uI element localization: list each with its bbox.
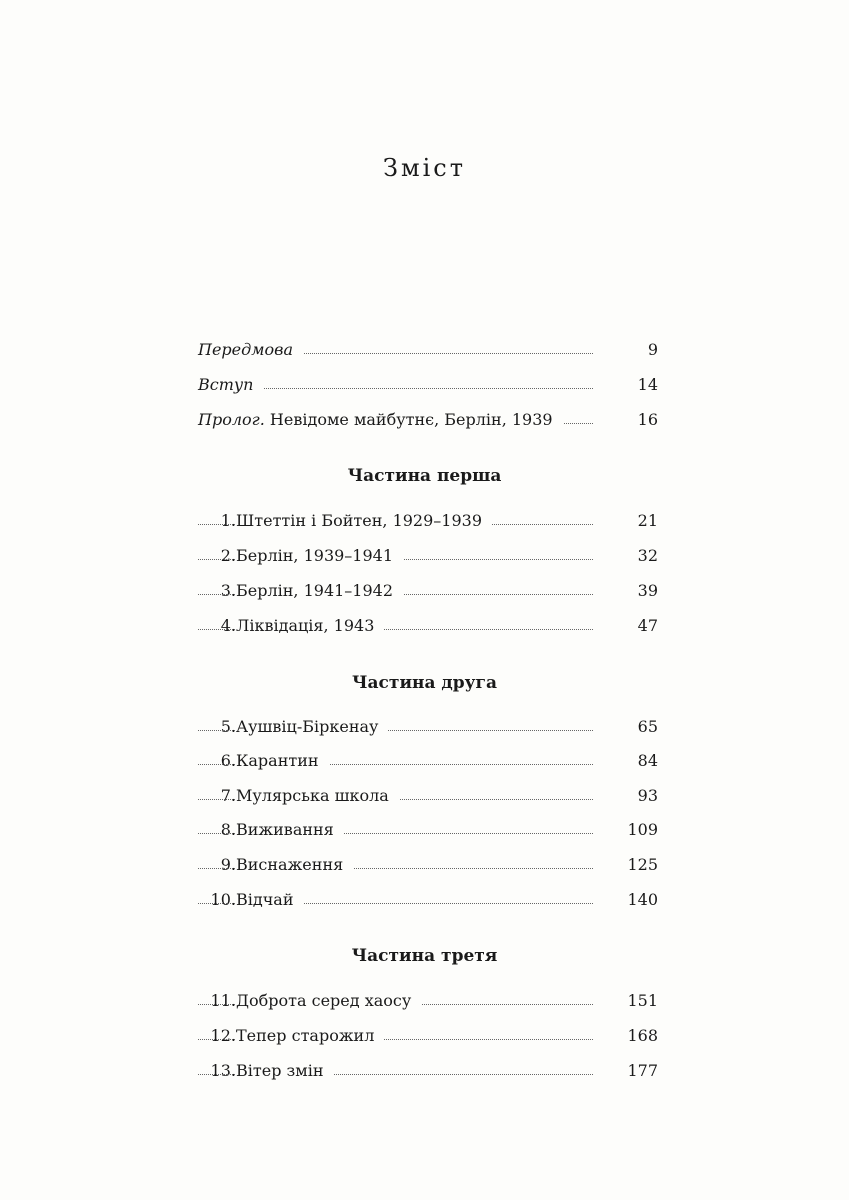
chapter-number: 12.	[210, 1026, 236, 1045]
chapter-number: 9.	[220, 855, 236, 874]
toc-chapter-7[interactable]	[198, 783, 658, 809]
chapter-number: 11.	[210, 991, 236, 1010]
page-number: 65	[637, 717, 658, 736]
chapter-title: Карантин	[236, 748, 329, 774]
chapter-number: 10.	[210, 890, 236, 909]
page-number: 14	[637, 375, 658, 394]
entry-title-rest: Невідоме майбутнє, Берлін, 1939	[264, 410, 553, 429]
chapter-title: Берлін, 1941–1942	[236, 578, 403, 604]
toc-entry-prologue[interactable]	[198, 407, 658, 433]
chapter-title: Штеттін і Бойтен, 1929–1939	[236, 508, 492, 534]
chapter-number: 8.	[220, 820, 236, 839]
chapter-title: Мулярська школа	[236, 783, 399, 809]
part-heading-2: Частина друга	[352, 673, 497, 693]
part-heading-1: Частина перша	[347, 466, 502, 486]
toc-chapter-1[interactable]	[198, 508, 658, 534]
chapter-title: Аушвіц-Біркенау	[236, 714, 388, 740]
page-number: 84	[637, 751, 658, 770]
chapter-title: Берлін, 1939–1941	[236, 543, 403, 569]
toc-chapter-10[interactable]	[198, 887, 658, 913]
toc-chapter-2[interactable]	[198, 543, 658, 569]
entry-title: Вступ	[198, 375, 254, 394]
toc-chapter-6[interactable]	[198, 748, 658, 774]
toc-chapter-4[interactable]	[198, 613, 658, 639]
entry-title-italic: Пролог.	[198, 410, 265, 429]
toc-chapter-5[interactable]	[198, 714, 658, 740]
page-title: Зміст	[382, 154, 466, 183]
toc-chapter-8[interactable]	[198, 817, 658, 843]
toc-chapter-9[interactable]	[198, 852, 658, 878]
chapter-number: 3.	[220, 581, 236, 600]
chapter-title: Відчай	[236, 887, 304, 913]
page-number: 47	[637, 616, 658, 635]
chapter-title: Тепер старожил	[236, 1023, 384, 1049]
page-number: 177	[627, 1061, 658, 1080]
part-heading-3: Частина третя	[351, 946, 498, 966]
page-number: 125	[627, 855, 658, 874]
chapter-number: 6.	[220, 751, 236, 770]
page-number: 9	[647, 340, 658, 359]
toc-entry-preface[interactable]	[198, 337, 658, 363]
chapter-number: 1.	[220, 511, 236, 530]
page-number: 140	[627, 890, 658, 909]
chapter-number: 13.	[210, 1061, 236, 1080]
page-number: 21	[637, 511, 658, 530]
page-number: 32	[637, 546, 658, 565]
chapter-number: 4.	[220, 616, 236, 635]
chapter-title: Ліквідація, 1943	[236, 613, 384, 639]
toc-chapter-3[interactable]	[198, 578, 658, 604]
page-number: 109	[627, 820, 658, 839]
chapter-title: Виживання	[236, 817, 344, 843]
chapter-title: Доброта серед хаосу	[236, 988, 421, 1014]
toc-chapter-12[interactable]	[198, 1023, 658, 1049]
page-number: 168	[627, 1026, 658, 1045]
toc-entry-introduction[interactable]	[198, 372, 658, 398]
toc-chapter-13[interactable]	[198, 1058, 658, 1084]
chapter-number: 7.	[220, 786, 236, 805]
page-number: 151	[627, 991, 658, 1010]
chapter-number: 5.	[220, 717, 236, 736]
toc-chapter-11[interactable]	[198, 988, 658, 1014]
chapter-number: 2.	[220, 546, 236, 565]
chapter-title: Вітер змін	[236, 1058, 333, 1084]
page-number: 16	[637, 410, 658, 429]
entry-title: Передмова	[198, 340, 294, 359]
page-number: 93	[637, 786, 658, 805]
page-number: 39	[637, 581, 658, 600]
chapter-title: Виснаження	[236, 852, 353, 878]
